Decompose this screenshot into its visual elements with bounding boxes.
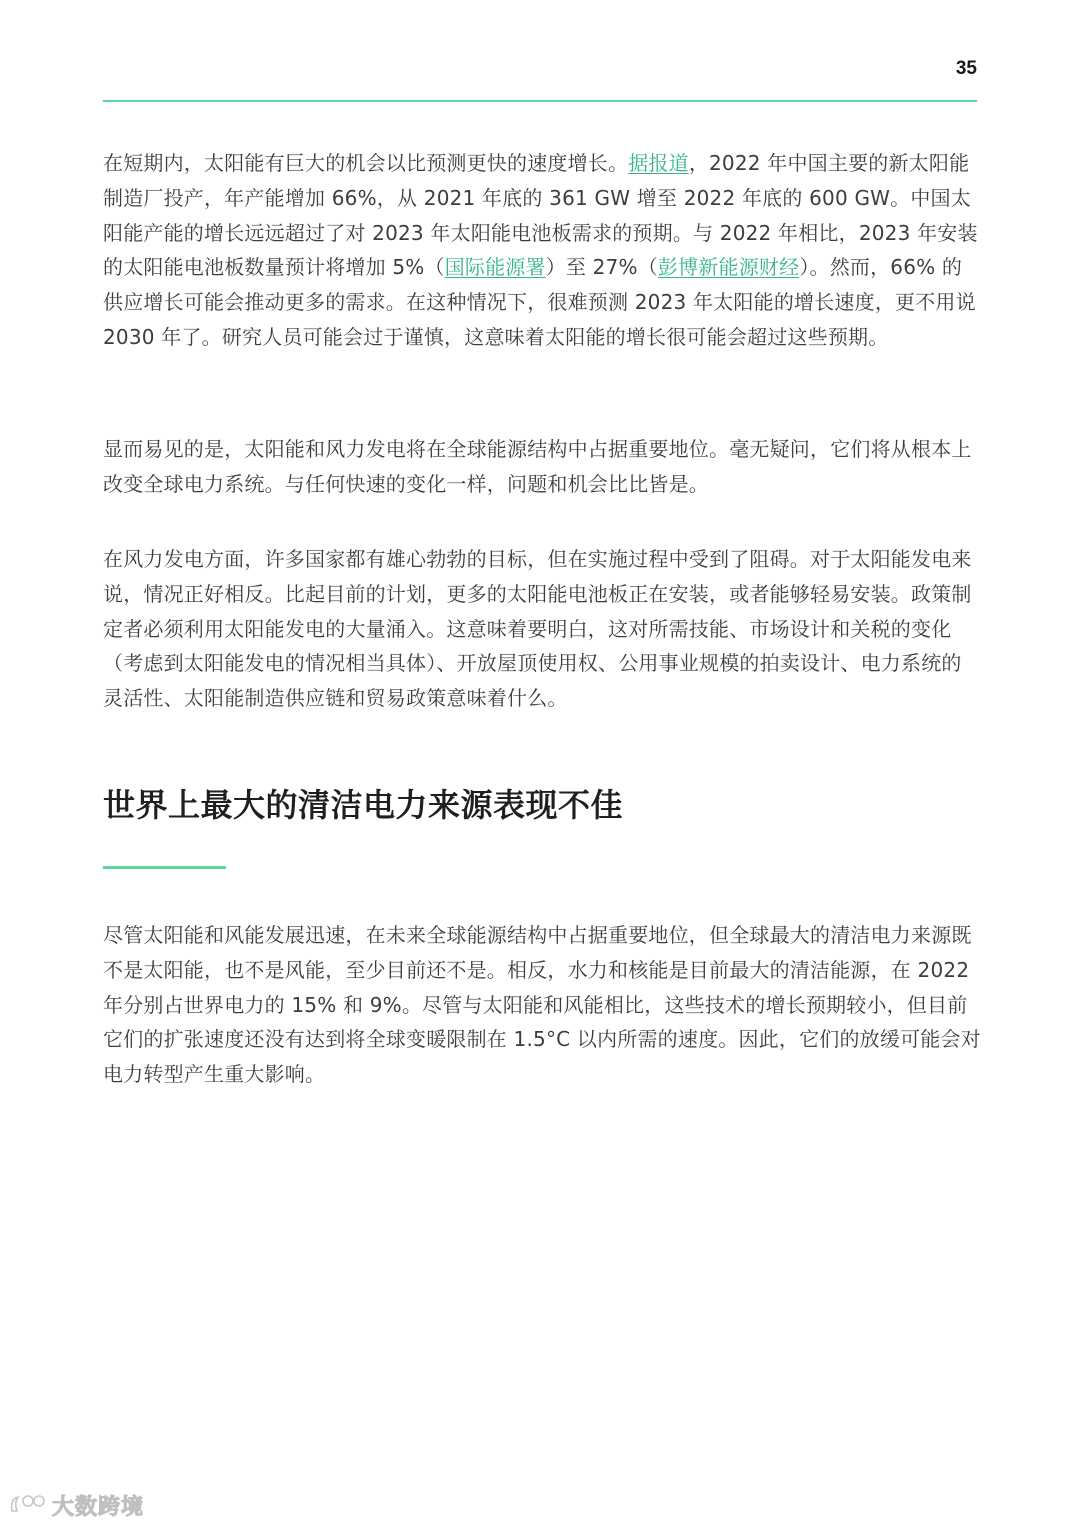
heading-underline xyxy=(103,866,226,869)
paragraph-energy-mix: 显而易见的是，太阳能和风力发电将在全球能源结构中占据重要地位。毫无疑问，它们将从根本上改变全球电力系统。与任何快速的变化一样，问题和机会比比皆是。 xyxy=(103,437,972,496)
page-number: 35 xyxy=(955,58,977,79)
text-segment: ，2022 年中国主要的新太阳能制造厂投产，年产能增加 66%，从 2021 年底的 361 GW 增至 2022 年底的 600 GW。中国太阳能产能的增长远远超过了对 2023 年太阳能电池板需求的预期。与 2022 年相比，2023 年安装的太阳能电池板数量预计将增加 5%（ xyxy=(103,151,978,280)
text-segment: ）。然而，66% 的供应增长可能会推动更多的需求。在这种情况下，很难预测 2023 年太阳能的增长速度，更不用说 2030 年了。研究人员可能会过于谨慎，这意味着太阳能的增长很可能会超过这些预期。 xyxy=(103,255,976,349)
watermark xyxy=(8,1490,144,1521)
link-reported[interactable]: 据报道 xyxy=(628,151,689,175)
section-heading: 世界上最大的清洁电力来源表现不佳 xyxy=(103,786,624,824)
link-bnef[interactable]: 彭博新能源财经 xyxy=(657,255,800,280)
text-segment: 在短期内，太阳能有巨大的机会以比预测更快的速度增长。 xyxy=(103,151,629,175)
link-iea[interactable]: 国际能源署 xyxy=(444,255,546,280)
paragraph-policy: 在风力发电方面，许多国家都有雄心勃勃的目标，但在实施过程中受到了阻碍。对于太阳能发电来说，情况正好相反。比起目前的计划，更多的太阳能电池板正在安装，或者能够轻易安装。政策制定者必须利用太阳能发电的大量涌入。这意味着要明白，这对所需技能、市场设计和关税的变化（考虑到太阳能发电的情况相当具体）、开放屋顶使用权、公用事业规模的拍卖设计、电力系统的灵活性、太阳能制造供应链和贸易政策意味着什么。 xyxy=(103,547,972,711)
watermark-text: 大数跨境 xyxy=(52,1495,145,1520)
paragraph-solar-growth xyxy=(103,146,981,355)
top-divider xyxy=(103,100,977,102)
paragraph-hydro-nuclear: 尽管太阳能和风能发展迅速，在未来全球能源结构中占据重要地位，但全球最大的清洁电力来源既不是太阳能，也不是风能，至少目前还不是。相反，水力和核能是目前最大的清洁能源，在 2022 年分别占世界电力的 15% 和 9%。尽管与太阳能和风能相比，这些技术的增长预期较小，但目前它们的扩张速度还没有达到将全球变暖限制在 1.5°C 以内所需的速度。因此，它们的放缓可能会对电力转型产生重大影响。 xyxy=(103,923,981,1087)
text-segment: ）至 27%（ xyxy=(545,255,658,280)
watermark-logo-icon xyxy=(8,1491,48,1521)
